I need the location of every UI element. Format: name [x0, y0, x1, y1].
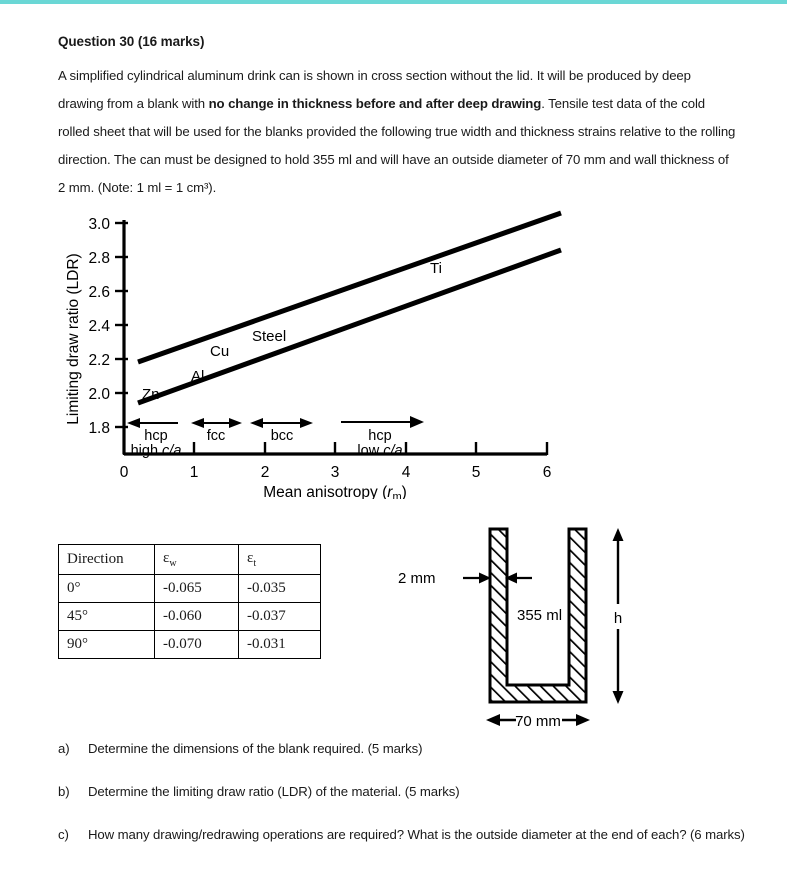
- range-label-hcp-high-2: high c/a: [130, 443, 182, 459]
- range-marker-bcc-arrowhead-left: [250, 418, 263, 428]
- can-height-arrowhead-bottom: [613, 691, 624, 704]
- can-height-arrowhead-top: [613, 528, 624, 541]
- table-cell-ew-2: -0.070: [155, 631, 239, 659]
- range-label-hcp-low-2: low c/a: [357, 443, 403, 459]
- chart-ytick-2.2: 2.2: [88, 352, 110, 369]
- chart-xtick-6: 6: [542, 464, 552, 481]
- subquestion-b-marker: b): [58, 784, 70, 799]
- question-body-part1: A simplified cylindrical aluminum drink can is shown in cross section without the lid. It will be produced by deep drawing from a blank with: [58, 68, 691, 111]
- table-cell-direction-1: 45°: [59, 603, 155, 631]
- chart-annotations: [142, 260, 442, 403]
- range-marker-bcc-arrowhead-right: [300, 418, 313, 428]
- question-title: Question 30 (16 marks): [58, 34, 205, 49]
- range-marker-hcp-high-arrowhead-left: [127, 418, 140, 428]
- subquestion-a-text: Determine the dimensions of the blank required. (5 marks): [88, 741, 423, 756]
- range-marker-fcc-arrowhead-left: [191, 418, 204, 428]
- subquestion-c-marker: c): [58, 827, 69, 842]
- can-diameter-arrowhead-right: [576, 714, 590, 726]
- can-cross-section-figure: [390, 524, 670, 739]
- range-label-fcc: fcc: [206, 428, 226, 444]
- subquestion-a: [58, 736, 758, 762]
- table-cell-et-2: -0.031: [239, 631, 321, 659]
- subquestion-a-marker: a): [58, 741, 70, 756]
- table-cell-et-1: -0.037: [239, 603, 321, 631]
- table-row: [59, 603, 321, 631]
- question-body-part2: . Tensile test data of the cold rolled sheet that will be used for the blanks provided the following true width and thickness strains relative to the rolling direction. The can must be designed to hold 355 ml and will have an outside diameter of 70 mm and wall thickness of 2 mm. (Note: 1 ml = 1 cm³).: [58, 96, 736, 195]
- chart-ytick-2.0: 2.0: [88, 386, 110, 403]
- table-cell-ew-1: -0.060: [155, 603, 239, 631]
- can-wall-thickness-label: 2 mm: [398, 570, 436, 587]
- chart-ytick-2.8: 2.8: [88, 250, 110, 267]
- table-header-ew: $\varepsilon_w$: [155, 545, 239, 575]
- chart-y-tick-labels: [88, 216, 110, 437]
- table-cell-direction-0: 0°: [59, 575, 155, 603]
- range-marker-hcp-low-arrowhead-right: [410, 416, 424, 428]
- chart-ytick-2.4: 2.4: [88, 318, 110, 335]
- can-diameter-label: 70 mm: [515, 713, 561, 730]
- question-body-emphasis: no change in thickness before and after deep drawing: [208, 96, 542, 111]
- chart-xtick-1: 1: [189, 464, 199, 481]
- subquestion-c: [58, 822, 758, 848]
- subquestion-b: [58, 779, 758, 805]
- chart-annotation-al: Al: [191, 368, 205, 385]
- strain-data-table: [58, 544, 321, 659]
- chart-x-tick-labels: [120, 464, 552, 481]
- chart-xtick-4: 4: [401, 464, 411, 481]
- chart-x-axis-label: Mean anisotropy (rm): [263, 484, 407, 499]
- chart-range-markers: [127, 416, 424, 428]
- chart-series-upper-bound: [138, 213, 561, 362]
- table-row: [59, 575, 321, 603]
- table-cell-ew-0: -0.065: [155, 575, 239, 603]
- range-marker-fcc-arrowhead-right: [229, 418, 242, 428]
- chart-xtick-0: 0: [119, 464, 129, 481]
- can-volume-label: 355 ml: [517, 607, 563, 624]
- chart-xtick-3: 3: [330, 464, 340, 481]
- chart-annotation-cu: Cu: [210, 343, 230, 360]
- chart-ytick-3.0: 3.0: [88, 216, 110, 233]
- chart-ytick-1.8: 1.8: [88, 420, 110, 437]
- chart-xtick-2: 2: [260, 464, 270, 481]
- range-label-hcp-high-1: hcp: [144, 428, 168, 444]
- table-header-direction: Direction: [59, 545, 155, 575]
- table-cell-et-0: -0.035: [239, 575, 321, 603]
- chart-annotation-zn: Zn: [142, 386, 160, 403]
- question-body: [58, 62, 738, 202]
- table-row: [59, 631, 321, 659]
- chart-annotation-ti: Ti: [430, 260, 442, 277]
- subquestion-c-text: How many drawing/redrawing operations are required? What is the outside diameter at the end of each? (6 marks): [88, 827, 745, 842]
- chart-xtick-5: 5: [471, 464, 481, 481]
- subquestions-list: [58, 736, 758, 865]
- range-label-bcc: bcc: [270, 428, 294, 444]
- can-height-label: h: [613, 610, 623, 627]
- table-header-row: [59, 545, 321, 575]
- chart-y-ticks: [115, 223, 128, 427]
- ldr-anisotropy-chart: [60, 209, 580, 499]
- subquestion-b-text: Determine the limiting draw ratio (LDR) of the material. (5 marks): [88, 784, 460, 799]
- can-diameter-arrowhead-left: [486, 714, 500, 726]
- table-header-et: $\varepsilon_t$: [239, 545, 321, 575]
- chart-annotation-steel: Steel: [252, 328, 287, 345]
- range-label-hcp-low-1: hcp: [368, 428, 392, 444]
- table-cell-direction-2: 90°: [59, 631, 155, 659]
- chart-ytick-2.6: 2.6: [88, 284, 110, 301]
- chart-y-axis-label: Limiting draw ratio (LDR): [65, 253, 82, 425]
- document-page: [0, 4, 787, 883]
